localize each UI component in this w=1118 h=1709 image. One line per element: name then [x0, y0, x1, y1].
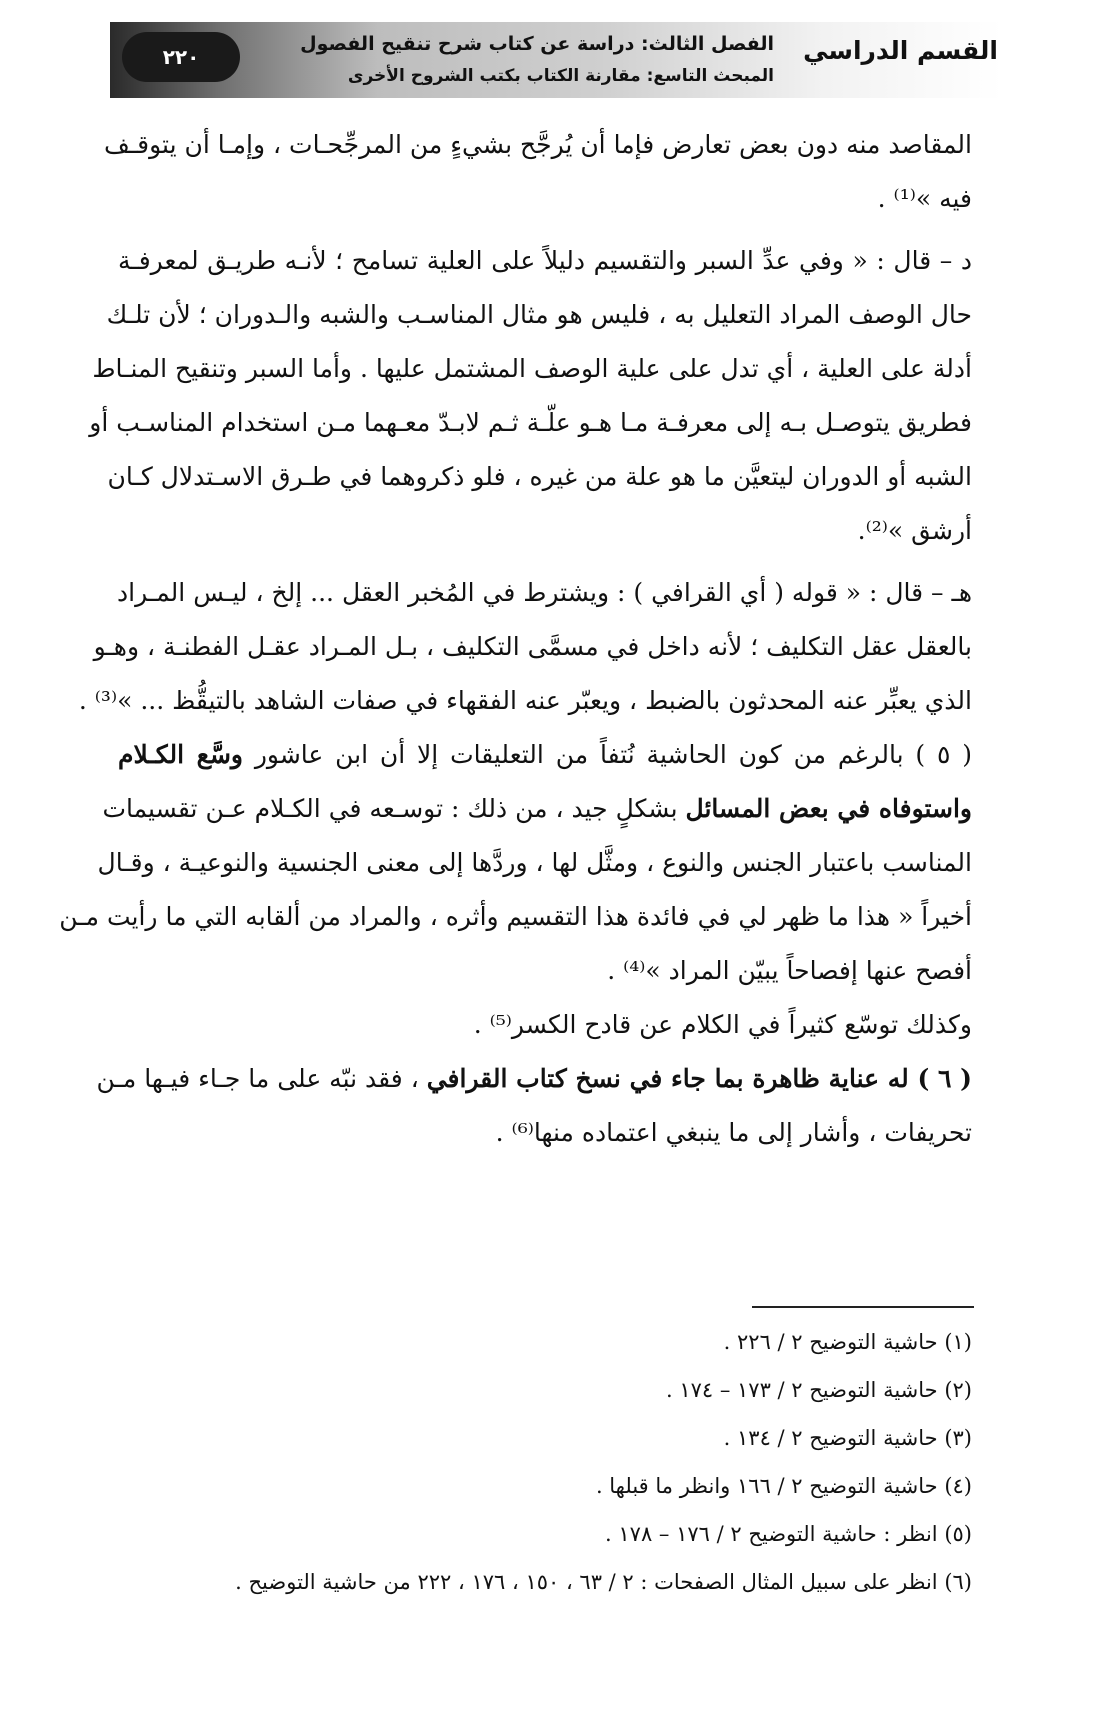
footnotes — [150, 1318, 972, 1606]
text-line — [96, 1052, 972, 1106]
text-line: أرشق »⁽²⁾. — [857, 516, 972, 545]
section-title: القسم الدراسي — [803, 36, 998, 65]
text-run: ( ٥ ) بالرغم من كون الحاشية نُتفاً من التعليقات إلا أن ابن عاشور — [243, 740, 973, 769]
text-line: المناسب باعتبار الجنس والنوع ، ومثَّل لها ، وردَّها إلى معنى الجنسية والنوعيـة ، وقـال — [97, 848, 972, 877]
text-line: الذي يعبِّر عنه المحدثون بالضبط ، ويعبّر عنه الفقهاء في صفات الشاهد بالتيقُّظ ... »⁽³⁾ . — [78, 686, 972, 715]
text-run: بشكلٍ جيد ، من ذلك : توسـعه في الكـلام عـن تقسيمات — [102, 794, 686, 823]
text-line: وكذلك توسّع كثيراً في الكلام عن قادح الكسر⁽⁵⁾ . — [473, 1010, 972, 1039]
text-line: المقاصد منه دون بعض تعارض فإما أن يُرجَّح بشيءٍ من المرجِّحـات ، وإمـا أن يتوقـف — [103, 130, 972, 159]
text-line: أخيراً « هذا ما ظهر لي في فائدة هذا التقسيم وأثره ، والمراد من ألقابه التي ما رأيت مـن — [59, 902, 972, 931]
footnote-divider — [752, 1306, 974, 1308]
footnote: (٢) حاشية التوضيح ٢ / ١٧٣ – ١٧٤ . — [665, 1378, 972, 1402]
text-line: د – قال : « وفي عدِّ السبر والتقسيم دليلاً على العلية تسامح ؛ لأنـه طريـق لمعرفـة — [118, 246, 972, 275]
footnote: (٣) حاشية التوضيح ٢ / ١٣٤ . — [723, 1426, 972, 1450]
topic-line: المبحث التاسع: مقارنة الكتاب بكتب الشروح الأخرى — [347, 66, 774, 86]
text-line: فطريق يتوصـل بـه إلى معرفـة مـا هـو علّـة ثـم لابـدّ معـهما مـن استخدام المناسـب أو — [89, 408, 972, 437]
text-line: أفصح عنها إفصاحاً يبيّن المراد »⁽⁴⁾ . — [607, 956, 972, 985]
text-line: بالعقل عقل التكليف ؛ لأنه داخل في مسمَّى التكليف ، بـل المـراد عقـل الفطنـة ، وهـو — [93, 632, 972, 661]
text-line: فيه »⁽¹⁾ . — [877, 184, 972, 213]
page-number: ٢٢٠ — [122, 32, 240, 82]
text-run: ، فقد نبّه على ما جـاء فيـها مـن — [96, 1064, 427, 1093]
text-line: حال الوصف المراد التعليل به ، فليس هو مثال المناسـب والشبه والـدوران ؛ لأن تلـك — [106, 300, 972, 329]
text-line: أدلة على العلية ، أي تدل على علية الوصف المشتمل عليها . وأما السبر وتنقيح المنـاط — [92, 354, 972, 383]
bold-run: ( ٦ ) له عناية ظاهرة بما جاء في نسخ كتاب القرافي — [426, 1064, 972, 1093]
footnote: (٥) انظر : حاشية التوضيح ٢ / ١٧٦ – ١٧٨ . — [605, 1522, 972, 1546]
chapter-line: الفصل الثالث: دراسة عن كتاب شرح تنقيح الفصول — [300, 33, 774, 55]
running-header — [110, 22, 1002, 98]
text-line: الشبه أو الدوران ليتعيَّن ما هو علة من غيره ، فلو ذكروهما في طـرق الاسـتدلال كـان — [107, 462, 972, 491]
text-line: هـ – قال : « قوله ( أي القرافي ) : ويشترط في المُخبر العقل ... إلخ ، ليـس المـراد — [117, 578, 972, 607]
footnote: (٤) حاشية التوضيح ٢ / ١٦٦ وانظر ما قبلها . — [595, 1474, 972, 1498]
footnote: (٦) انظر على سبيل المثال الصفحات : ٢ / ٦٣ ، ١٥٠ ، ١٧٦ ، ٢٢٢ من حاشية التوضيح . — [235, 1570, 972, 1594]
text-line: تحريفات ، وأشار إلى ما ينبغي اعتماده منها⁽⁶⁾ . — [495, 1118, 972, 1147]
bold-run: وسَّع الكـلام — [118, 740, 244, 769]
text-line — [102, 782, 972, 836]
text-line — [118, 728, 972, 782]
main-text — [59, 118, 973, 1160]
bold-run: واستوفاه في بعض المسائل — [685, 794, 972, 823]
footnote: (١) حاشية التوضيح ٢ / ٢٢٦ . — [723, 1330, 972, 1354]
